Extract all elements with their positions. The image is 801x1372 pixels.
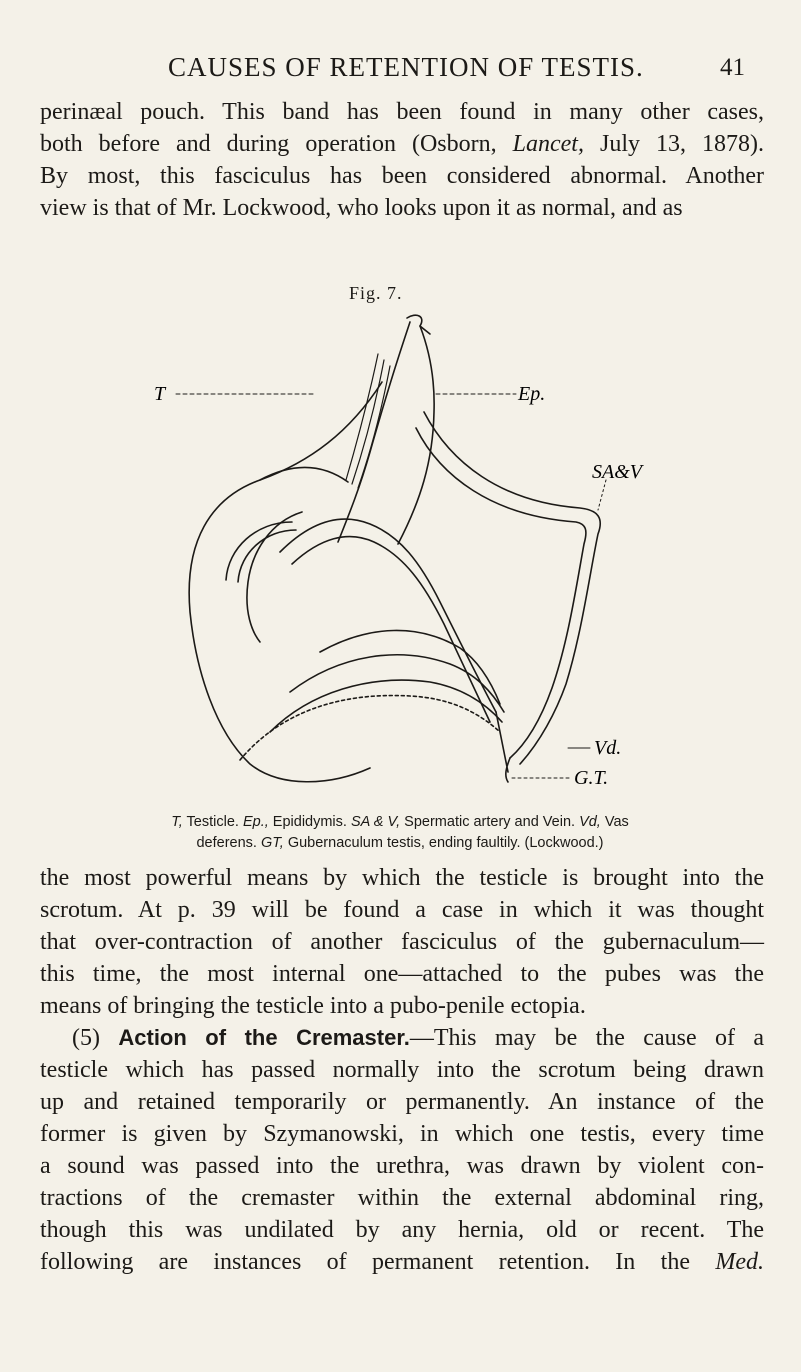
cord-left-line [338,322,410,542]
tunica-curve-2 [292,537,490,722]
paragraph-1 [40,96,764,224]
text-line [40,128,764,160]
citation-journal: Lancet, [512,131,584,157]
caption-abbr: Ep., [242,814,269,830]
paragraph-3 [40,1022,764,1278]
spermatic-cord-outline [407,315,430,334]
figure-illustration [120,312,700,792]
leader-sav [598,480,606,510]
text-line: former is given by Szymanowski, in which one testis, every time [40,1121,764,1147]
text-line: the most powerful means by which the testicle is brought into the [40,865,764,891]
text-segment: following are instances of permanent retention. In the [40,1249,716,1275]
caption-text: Gubernaculum testis, ending faultily. (Lockwood.) [283,835,604,851]
label-t: T [154,383,166,405]
caption-abbr: GT, [260,835,284,851]
section-heading: Action of the Cremaster. [118,1025,410,1050]
cord-right-line [398,326,434,544]
figure-caption [50,812,750,854]
text-line: though this was undilated by any hernia, old or recent. The [40,1217,764,1243]
caption-text: deferens. [196,835,261,851]
text-segment: —This may be the cause of a [409,1025,765,1051]
text-line: perinæal pouch. This band has been found in many other cases, [40,99,764,125]
text-segment: both before and during operation (Osborn, [40,131,513,157]
caption-line [50,812,750,833]
caption-abbr: Vd, [579,814,601,830]
spermatic-vessels-right [424,412,600,764]
caption-text: Vas [600,814,629,830]
label-vd: Vd. [594,737,622,759]
caption-text: Epididymis. [268,814,351,830]
caption-text: Testicle. [182,814,243,830]
text-line: view is that of Mr. Lockwood, who looks upon it as normal, and as [40,195,683,221]
text-line [40,1246,764,1278]
text-line: up and retained temporarily or permanently. An instance of the [40,1089,764,1115]
text-line [40,1022,764,1054]
gubernaculum-tip [496,712,510,782]
text-line: that over-contraction of another fasciculus of the gubernaculum— [40,929,764,955]
label-gt: G.T. [574,767,609,789]
page-number: 41 [720,54,745,81]
citation-date: July 13, 1878). [583,131,765,157]
text-line: By most, this fasciculus has been considered abnormal. Another [40,163,764,189]
section-number: (5) [72,1025,119,1051]
text-line: scrotum. At p. 39 will be found a case in which it was thought [40,897,764,923]
figure-label: Fig. 7. [349,283,403,303]
paragraph-2 [40,862,764,1022]
caption-text: Spermatic artery and Vein. [400,814,580,830]
running-header [0,18,801,82]
text-line: this time, the most internal one—attached to the pubes was the [40,961,764,987]
text-line: a sound was passed into the urethra, was drawn by violent con- [40,1153,764,1179]
page-header-title: CAUSES OF RETENTION OF TESTIS. [168,52,644,82]
text-line: tractions of the cremaster within the external abdominal ring, [40,1185,764,1211]
caption-line [50,833,750,854]
label-sav: SA&V [592,461,642,483]
gubernaculum-fan-4 [240,696,500,760]
text-line: testicle which has passed normally into the scrotum being drawn [40,1057,764,1083]
text-line: means of bringing the testicle into a pubo-penile ectopia. [40,993,586,1019]
caption-abbr: T, [171,814,183,830]
gubernaculum-fan-3 [270,680,502,732]
label-ep: Ep. [518,383,546,405]
caption-abbr: SA & V, [350,814,401,830]
journal-abbr: Med. [715,1249,764,1275]
